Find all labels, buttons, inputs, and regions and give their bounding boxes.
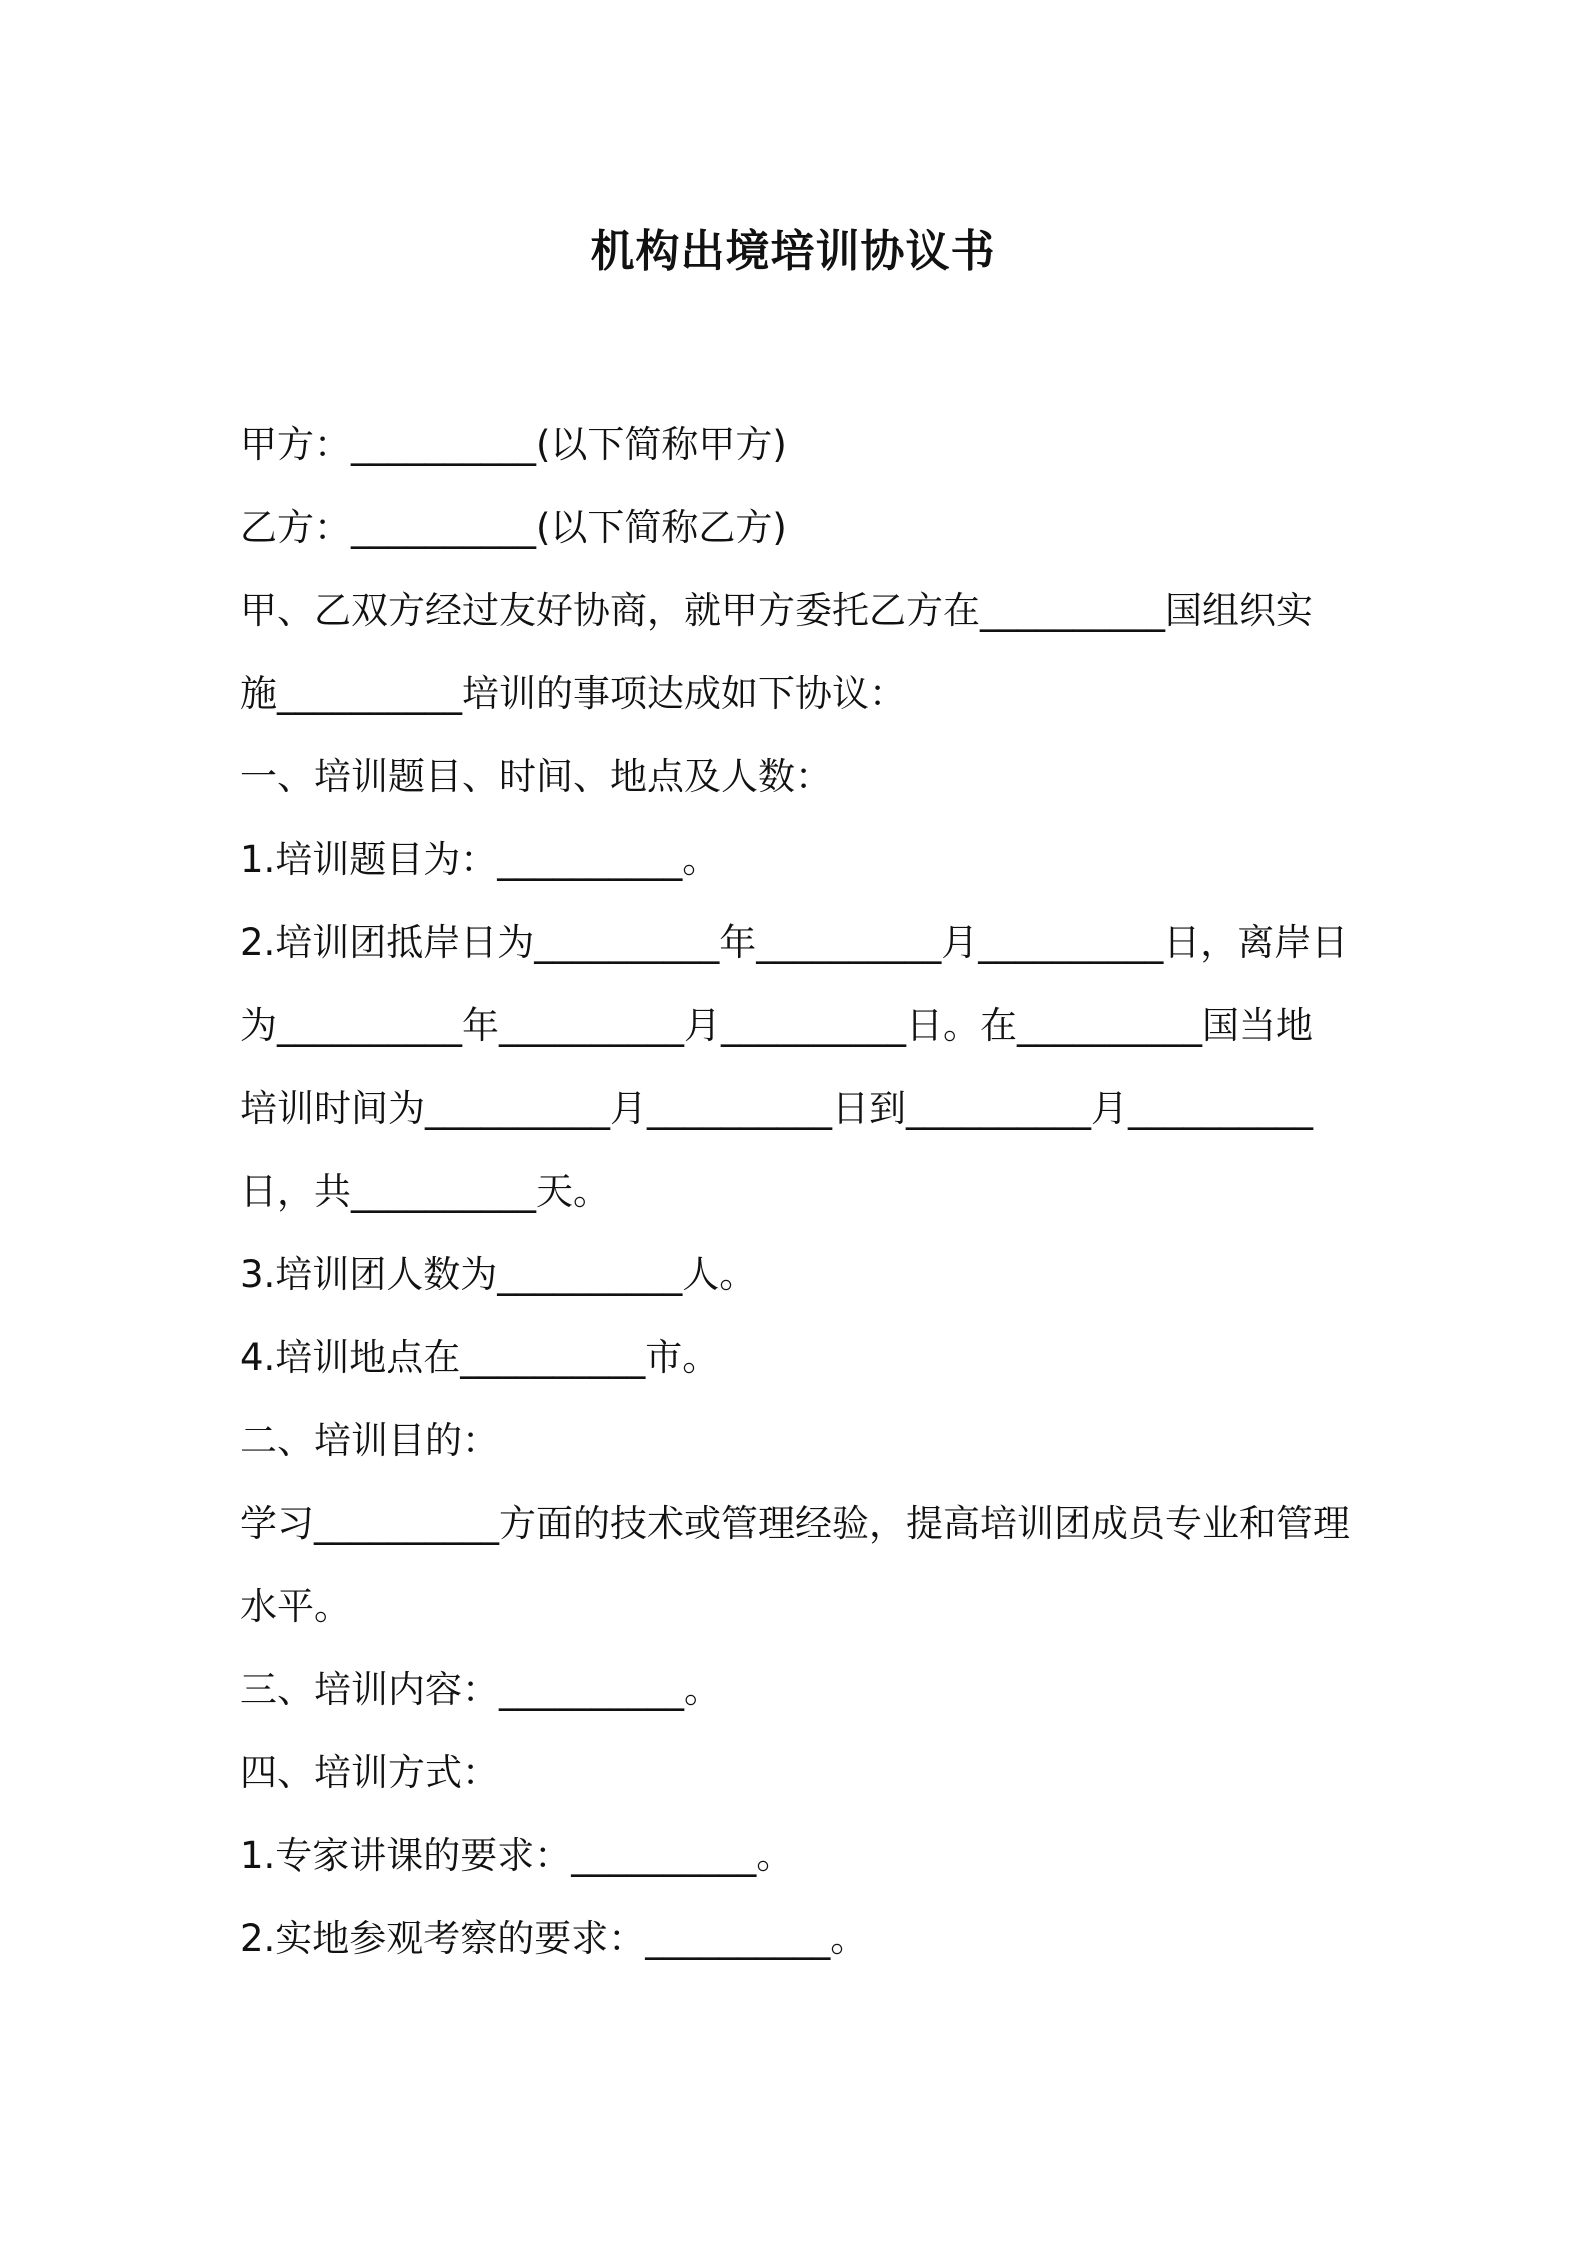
clause-line: 2.培训团抵岸日为__________年__________月__________日，离岸日 bbox=[240, 921, 1349, 964]
document-title: 机构出境培训协议书 bbox=[590, 226, 996, 277]
clause-line: 为__________年__________月__________日。在__________国当地 bbox=[240, 1004, 1313, 1047]
document-body bbox=[240, 403, 1360, 1980]
section-heading: 二、培训目的： bbox=[240, 1419, 499, 1462]
clause-line: 2.实地参观考察的要求：__________。 bbox=[240, 1917, 868, 1960]
clause-line: 4.培训地点在__________市。 bbox=[240, 1336, 720, 1379]
clause-line: 3.培训团人数为__________人。 bbox=[240, 1253, 757, 1296]
clause-line: 1.专家讲课的要求：__________。 bbox=[240, 1834, 794, 1877]
clause-line: 水平。 bbox=[240, 1585, 351, 1628]
preamble-line: 施__________培训的事项达成如下协议： bbox=[240, 672, 906, 715]
section-heading: 一、培训题目、时间、地点及人数： bbox=[240, 755, 832, 798]
preamble-line: 甲、乙双方经过友好协商，就甲方委托乙方在__________国组织实 bbox=[240, 589, 1313, 632]
clause-line: 日，共__________天。 bbox=[240, 1170, 610, 1213]
party-b-line: 乙方：__________(以下简称乙方) bbox=[240, 506, 787, 549]
section-heading: 四、培训方式： bbox=[240, 1751, 499, 1794]
section-heading: 三、培训内容：__________。 bbox=[240, 1668, 721, 1711]
clause-line: 1.培训题目为：__________。 bbox=[240, 838, 720, 881]
clause-line: 学习__________方面的技术或管理经验，提高培训团成员专业和管理 bbox=[240, 1502, 1350, 1545]
clause-line: 培训时间为__________月__________日到__________月__________ bbox=[240, 1087, 1313, 1130]
party-a-line: 甲方：__________(以下简称甲方) bbox=[240, 423, 787, 466]
